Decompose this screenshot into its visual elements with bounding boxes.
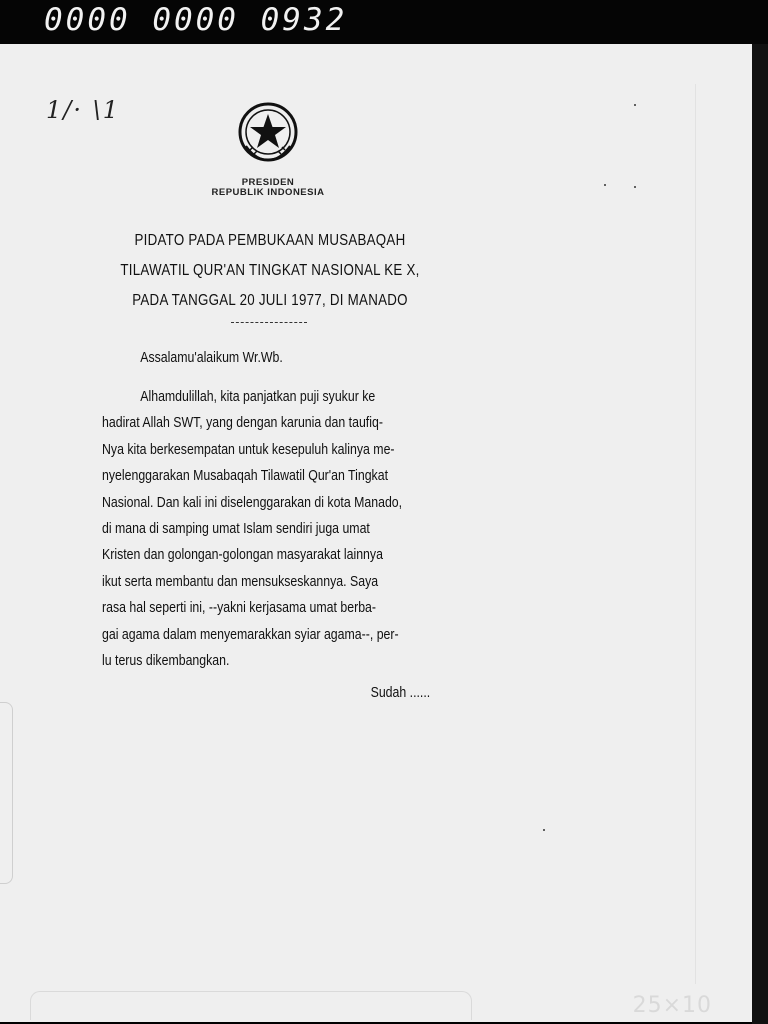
dust-speck	[604, 184, 606, 186]
paragraph-line: Kristen dan golongan-golongan masyarakat lainnya	[102, 547, 383, 564]
office-title	[168, 178, 368, 198]
dust-speck	[543, 829, 545, 831]
greeting: Assalamu'alaikum Wr.Wb.	[140, 350, 283, 366]
presidential-seal-icon	[236, 102, 300, 166]
paragraph-line: hadirat Allah SWT, yang dengan karunia dan taufiq-	[102, 415, 383, 432]
dust-speck	[634, 104, 636, 106]
document-page	[0, 44, 752, 1022]
film-edge-mark	[30, 991, 472, 1020]
film-header	[0, 0, 768, 44]
paragraph	[102, 384, 476, 674]
title-line: TILAWATIL QUR'AN TINGKAT NASIONAL KE X,	[120, 262, 420, 279]
office-line-1: PRESIDEN	[241, 177, 295, 188]
paragraph-line: nyelenggarakan Musabaqah Tilawatil Qur'an Tingkat	[102, 468, 389, 485]
handwritten-mark: 1/· \1	[46, 96, 120, 124]
film-edge	[752, 44, 768, 1024]
title-underline	[231, 322, 307, 323]
film-edge-mark	[0, 702, 13, 884]
paragraph-line: Nasional. Dan kali ini diselenggarakan di kota Manado,	[102, 494, 403, 511]
continuation-catchword: Sudah ......	[370, 685, 431, 702]
frame-stamp: 25×10	[632, 993, 712, 1018]
speech-title	[115, 226, 425, 316]
paragraph-line: gai agama dalam menyemarakkan syiar agama--, per-	[102, 626, 399, 643]
dust-speck	[634, 186, 636, 188]
paragraph-line: rasa hal seperti ini, --yakni kerjasama umat berba-	[102, 600, 377, 617]
title-line: PADA TANGGAL 20 JULI 1977, DI MANADO	[132, 292, 408, 309]
title-line: PIDATO PADA PEMBUKAAN MUSABAQAH	[134, 232, 406, 249]
paragraph-line: di mana di samping umat Islam sendiri juga umat	[102, 521, 370, 538]
office-line-2: REPUBLIK INDONESIA	[211, 187, 325, 198]
paragraph-line: Alhamdulillah, kita panjatkan puji syukur ke	[140, 389, 376, 405]
paragraph-line: lu terus dikembangkan.	[102, 653, 230, 670]
paragraph-line: ikut serta membantu dan mensukseskannya. Saya	[102, 573, 379, 590]
paragraph-line: Nya kita berkesempatan untuk kesepuluh kalinya me-	[102, 441, 395, 458]
speech-body	[102, 344, 476, 706]
frame-number: 0000 0000 0932	[44, 2, 348, 38]
